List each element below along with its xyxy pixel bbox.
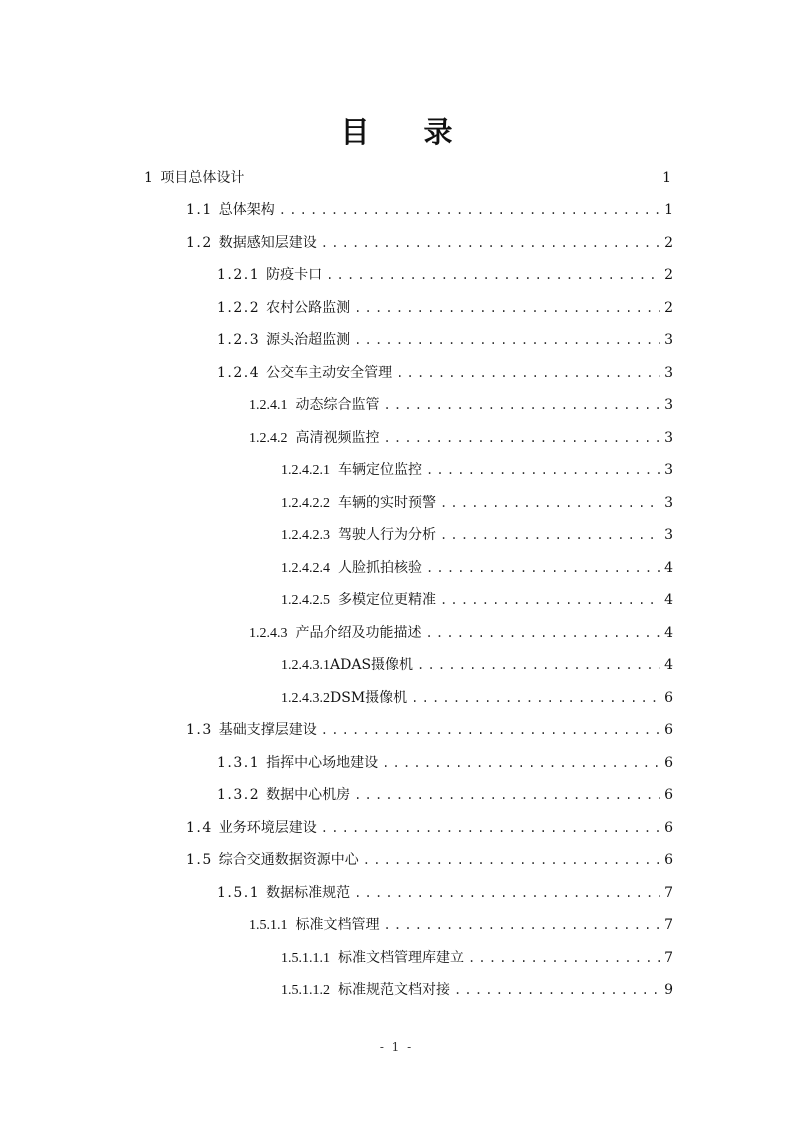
toc-entry-leader [350,292,660,324]
toc-entry-label: 标准文档管理 [295,917,380,933]
toc-entry[interactable] [281,942,673,974]
toc-entry-leader [378,747,660,779]
toc-entry-number: 1.2 [186,235,213,251]
toc-entry-page: 7 [664,950,673,966]
toc-entry-label: 源头治超监测 [266,332,351,348]
toc-entry-page: 6 [664,690,673,706]
toc-entry-number: 1.2.4.2.3 [281,528,330,543]
toc-entry[interactable] [281,682,673,714]
toc-entry-label: 防疫卡口 [266,267,323,283]
toc-entry-leader [380,389,661,421]
toc-entry[interactable] [144,162,673,194]
toc-entry-label: 业务环境层建设 [218,820,317,836]
toc-entry[interactable] [281,974,673,1006]
toc-entry-number: 1.2.4.2.2 [281,496,330,511]
toc-entry-number: 1.2.4 [217,365,261,381]
toc-entry[interactable] [281,649,673,681]
toc-entry[interactable] [249,617,673,649]
toc-entry-number: 1.5.1.1.1 [281,951,330,966]
toc-entry[interactable] [186,812,673,844]
toc-entry-number: 1.2.4.3.2 [281,691,330,706]
toc-entry-leader [464,942,660,974]
toc-entry-number: 1 [144,170,155,186]
toc-entry-leader [380,909,661,941]
toc-entry[interactable] [217,877,673,909]
toc-entry[interactable] [217,747,673,779]
toc-entry-leader [436,487,660,519]
toc-entry[interactable] [249,909,673,941]
toc-entry-number: 1.1 [186,202,213,218]
toc-entry-leader [436,519,660,551]
toc-entry-page: 3 [664,365,673,381]
toc-entry-leader [413,649,660,681]
toc-entry-number: 1.5 [186,852,213,868]
toc-entry-number: 1.2.4.2.5 [281,593,330,608]
toc-entry-number: 1.2.2 [217,300,261,316]
toc-entry-leader [350,779,660,811]
toc-entry[interactable] [281,552,673,584]
toc-entry-label: 公交车主动安全管理 [266,365,393,381]
toc-entry-label: 标准规范文档对接 [338,982,450,998]
toc-entry-leader [422,454,660,486]
toc-entry[interactable] [217,357,673,389]
toc-entry-label: 动态综合监管 [295,397,380,413]
toc-entry-label: 标准文档管理库建立 [338,950,464,966]
toc-entry-page: 1 [664,202,673,218]
toc-entry-number: 1.3.1 [217,755,261,771]
toc-entry[interactable] [186,844,673,876]
toc-entry-page: 9 [664,982,673,998]
toc-entry-label: 数据标准规范 [266,885,351,901]
toc-entry-page: 6 [664,755,673,771]
toc-entry[interactable] [217,259,673,291]
toc-entry-number: 1.2.4.2 [249,431,288,446]
toc-entry-number: 1.2.4.3 [249,626,288,641]
toc-entry[interactable] [186,714,673,746]
toc-entry-page: 4 [664,560,673,576]
toc-entry-leader [350,877,660,909]
toc-entry-page: 6 [664,852,673,868]
toc-entry-number: 1.2.4.3.1 [281,658,330,673]
toc-entry[interactable] [217,779,673,811]
toc-entry-leader [436,584,660,616]
toc-entry-page: 3 [664,462,673,478]
toc-entry-label: 指挥中心场地建设 [266,755,379,771]
toc-entry-page: 3 [664,430,673,446]
toc-entry-label: 产品介绍及功能描述 [295,625,422,641]
toc-entry-label: 数据感知层建设 [218,235,317,251]
toc-entry[interactable] [281,454,673,486]
toc-entry-number: 1.2.1 [217,267,261,283]
toc-entry[interactable] [249,389,673,421]
toc-entry-label: ADAS摄像机 [330,657,414,673]
toc-entry[interactable] [281,519,673,551]
toc-entry-page: 4 [664,625,673,641]
toc-entry-label: 项目总体设计 [160,170,245,186]
toc-title: 目 录 [340,115,475,149]
toc-entry-label: 驾驶人行为分析 [338,527,436,543]
toc-entry-page: 6 [664,787,673,803]
toc-entry-label: 多模定位更精准 [338,592,436,608]
toc-entry-label: DSM摄像机 [330,690,408,706]
toc-entry-leader [275,194,660,226]
toc-list [0,162,793,1022]
toc-entry-number: 1.5.1 [217,885,261,901]
toc-entry-leader [422,552,660,584]
toc-entry-number: 1.5.1.1 [249,918,288,933]
toc-entry-number: 1.2.4.1 [249,398,288,413]
toc-entry-page: 3 [664,527,673,543]
toc-entry-page: 1 [662,170,671,186]
toc-entry-label: 农村公路监测 [266,300,351,316]
toc-entry-page: 7 [664,885,673,901]
toc-entry-leader [322,259,660,291]
toc-entry-number: 1.3 [186,722,213,738]
toc-entry-leader [450,974,660,1006]
toc-entry-number: 1.3.2 [217,787,261,803]
toc-entry-page: 7 [664,917,673,933]
toc-entry-page: 6 [664,820,673,836]
toc-entry-page: 3 [664,397,673,413]
toc-entry-number: 1.2.3 [217,332,261,348]
toc-entry-number: 1.4 [186,820,213,836]
toc-entry-label: 车辆的实时预警 [338,495,436,511]
toc-entry[interactable] [281,584,673,616]
toc-entry-page: 2 [664,235,673,251]
toc-entry-page: 3 [664,332,673,348]
toc-entry-leader [317,227,660,259]
toc-entry-leader [380,422,661,454]
toc-entry-page: 3 [664,495,673,511]
toc-entry-number: 1.5.1.1.2 [281,983,330,998]
toc-entry-leader [317,812,660,844]
toc-entry-label: 高清视频监控 [295,430,380,446]
toc-entry-page: 4 [664,592,673,608]
toc-entry[interactable] [217,324,673,356]
toc-entry-page: 4 [664,657,673,673]
toc-entry[interactable] [186,194,673,226]
toc-entry-label: 车辆定位监控 [338,462,422,478]
toc-entry-leader [317,714,660,746]
toc-entry-number: 1.2.4.2.1 [281,463,330,478]
toc-entry-page: 2 [664,267,673,283]
toc-entry[interactable] [217,292,673,324]
toc-entry-leader [350,324,660,356]
toc-entry[interactable] [186,227,673,259]
toc-entry-label: 总体架构 [218,202,275,218]
toc-entry-label: 基础支撑层建设 [218,722,317,738]
toc-entry[interactable] [249,422,673,454]
toc-entry-leader [359,844,660,876]
toc-entry-leader [392,357,660,389]
toc-entry-label: 人脸抓拍核验 [338,560,422,576]
toc-entry-page: 6 [664,722,673,738]
toc-entry-page: 2 [664,300,673,316]
toc-entry-label: 数据中心机房 [266,787,351,803]
toc-entry-number: 1.2.4.2.4 [281,561,330,576]
toc-entry-leader [422,617,661,649]
toc-entry-leader [407,682,660,714]
page-number-footer: - 1 - [379,1040,414,1054]
toc-entry[interactable] [281,487,673,519]
toc-entry-label: 综合交通数据资源中心 [218,852,359,868]
